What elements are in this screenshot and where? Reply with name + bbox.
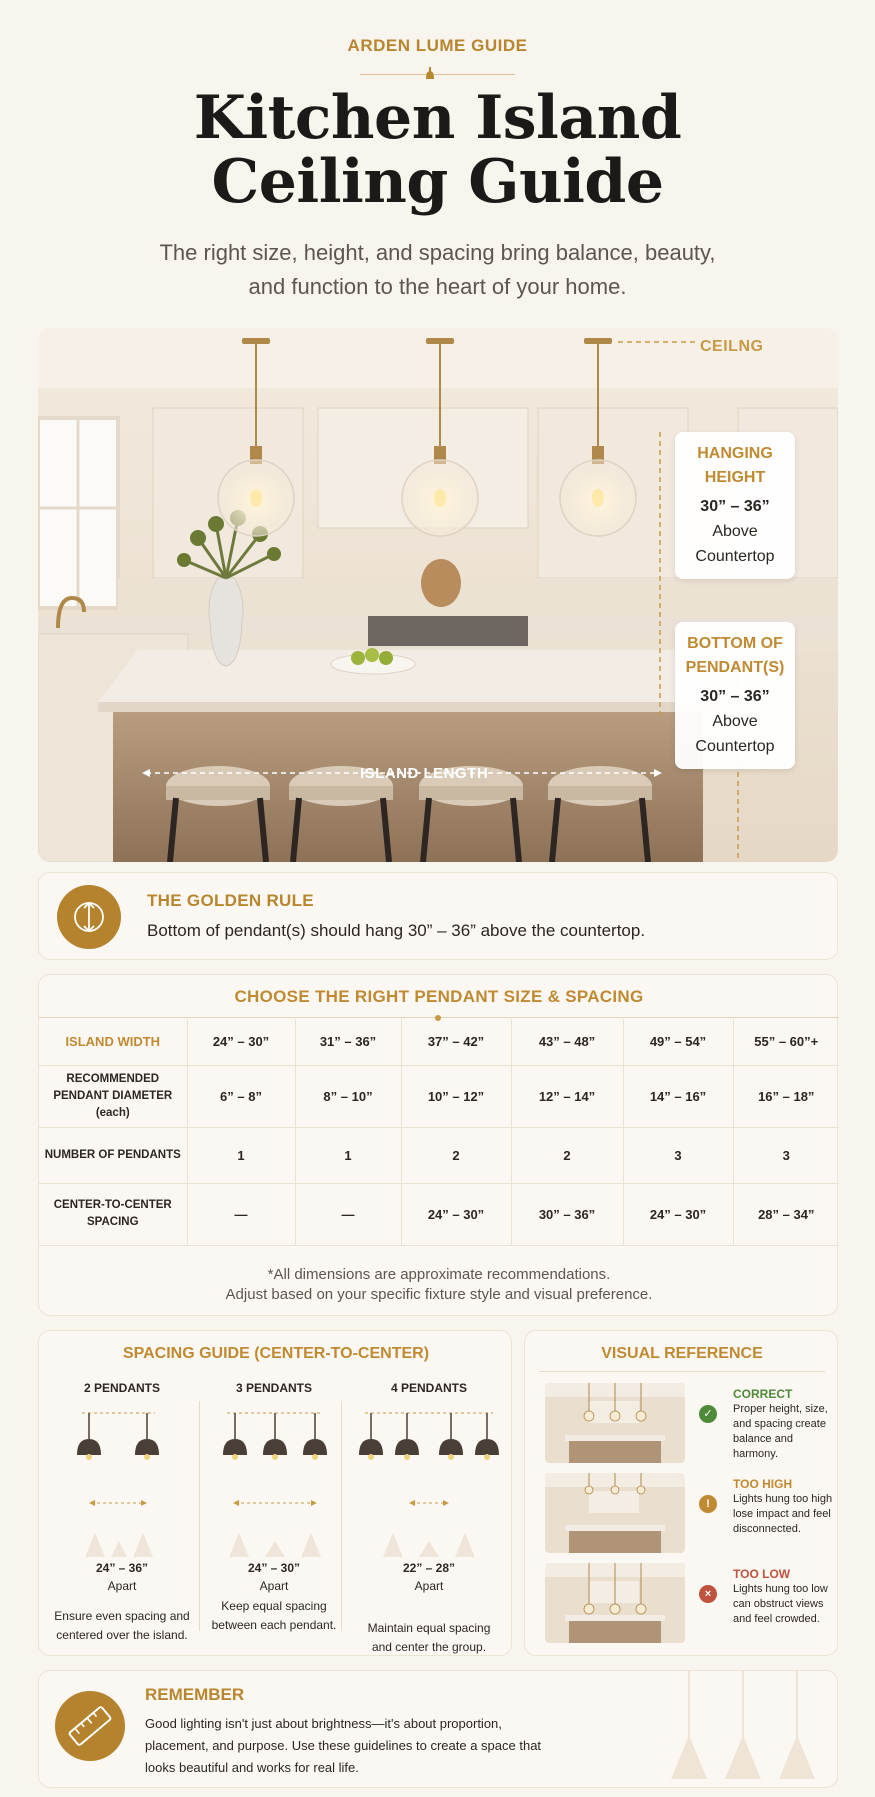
- table-cell: 43” – 48”: [511, 1019, 623, 1065]
- table-cell: —: [187, 1183, 295, 1245]
- reference-label: TOO HIGH: [733, 1477, 793, 1491]
- table-footnote: [39, 1265, 839, 1305]
- reference-label: CORRECT: [733, 1387, 793, 1401]
- table-row: [39, 1127, 839, 1183]
- golden-rule-text: Bottom of pendant(s) should hang 30” – 36” above the countertop.: [147, 921, 646, 940]
- lamp-ornament-icon: [424, 67, 436, 81]
- ceiling-label: CEILNG: [700, 338, 764, 355]
- spacing-description: Ensure even spacing and centered over the island.: [54, 1609, 190, 1642]
- table-note-line-1: *All dimensions are approximate recommendations.: [267, 1266, 611, 1283]
- visual-reference-card: [524, 1330, 838, 1656]
- title-line-2: Ceiling Guide: [211, 147, 664, 217]
- page-subtitle: The right size, height, and spacing bring balance, beauty, and function to the heart of your home.: [159, 240, 716, 299]
- two-pendants-diagram: [47, 1407, 197, 1557]
- spacing-heading: 4 PENDANTS: [390, 1381, 467, 1395]
- four-pendants-diagram: [351, 1407, 507, 1557]
- reference-too-high: [545, 1473, 835, 1553]
- table-cell: 14” – 16”: [623, 1065, 733, 1127]
- close-icon: ×: [699, 1585, 717, 1603]
- table-row: [39, 1065, 839, 1127]
- remember-text: Good lighting isn't just about brightness—it's about proportion, placement, and purpose. Use these guidelines to create a space that looks beautiful and works for real life.: [145, 1716, 542, 1775]
- hanging-desc-1: Above: [712, 523, 758, 540]
- spacing-heading: 2 PENDANTS: [83, 1381, 160, 1395]
- spacing-apart: Apart: [107, 1579, 137, 1593]
- table-cell: 12” – 14”: [511, 1065, 623, 1127]
- table-row: [39, 1183, 839, 1245]
- column-divider: [341, 1401, 342, 1631]
- brand-divider: [360, 74, 515, 75]
- table-row-label: RECOMMENDED PENDANT DIAMETER (each): [39, 1065, 187, 1127]
- reference-thumbnail: [545, 1563, 685, 1643]
- hanging-value: 30” – 36”: [700, 498, 770, 515]
- table-row: [39, 1019, 839, 1065]
- bottom-pendant-callout: [675, 622, 795, 769]
- bottom-value: 30” – 36”: [700, 688, 770, 705]
- reference-thumbnail: [545, 1473, 685, 1553]
- spacing-guide-title: SPACING GUIDE (CENTER-TO-CENTER): [122, 1345, 430, 1362]
- golden-rule-card: [38, 872, 838, 960]
- ruler-icon: [55, 1691, 125, 1761]
- spacing-dimension: 24” – 36”: [95, 1561, 149, 1575]
- visual-reference-divider: [539, 1371, 825, 1372]
- reference-label: TOO LOW: [733, 1567, 791, 1581]
- table-cell: 24” – 30”: [401, 1183, 511, 1245]
- hanging-height-callout: [675, 432, 795, 579]
- height-arrows-icon: [57, 885, 121, 949]
- brand-name: ARDEN LUME GUIDE: [347, 36, 528, 55]
- remember-card: [38, 1670, 838, 1788]
- reference-description: Lights hung too high lose impact and feel disconnected.: [733, 1493, 833, 1535]
- spacing-column-3: [199, 1377, 349, 1647]
- bottom-title-1: BOTTOM OF: [687, 635, 783, 652]
- table-cell: 49” – 54”: [623, 1019, 733, 1065]
- spacing-description: Maintain equal spacing and center the group.: [367, 1621, 491, 1654]
- spacing-dimension: 24” – 30”: [247, 1561, 301, 1575]
- spacing-apart: Apart: [259, 1579, 289, 1593]
- table-cell: 3: [733, 1127, 839, 1183]
- table-row-label: CENTER-TO-CENTER SPACING: [39, 1183, 187, 1245]
- table-cell: 8” – 10”: [295, 1065, 401, 1127]
- table-cell: 24” – 30”: [623, 1183, 733, 1245]
- table-cell: 3: [623, 1127, 733, 1183]
- decorative-pendants-icon: [659, 1671, 829, 1787]
- bottom-desc-1: Above: [712, 713, 758, 730]
- table-cell: 24” – 30”: [187, 1019, 295, 1065]
- title-line-1: Kitchen Island: [193, 83, 682, 153]
- island-length-label: ISLAND LENGTH: [360, 765, 489, 782]
- table-cell: 1: [187, 1127, 295, 1183]
- table-note-line-2: Adjust based on your specific fixture style and visual preference.: [225, 1286, 653, 1303]
- hanging-title-2: HEIGHT: [704, 469, 766, 486]
- table-row-label: ISLAND WIDTH: [39, 1019, 187, 1065]
- table-cell: 37” – 42”: [401, 1019, 511, 1065]
- table-cell: 28” – 34”: [733, 1183, 839, 1245]
- table-row-label: NUMBER OF PENDANTS: [39, 1127, 187, 1183]
- bottom-title-2: PENDANT(S): [685, 659, 785, 676]
- spacing-dimension: 22” – 28”: [402, 1561, 456, 1575]
- table-cell: —: [295, 1183, 401, 1245]
- spacing-guide-card: [38, 1330, 512, 1656]
- reference-thumbnail: [545, 1383, 685, 1463]
- table-cell: 16” – 18”: [733, 1065, 839, 1127]
- warning-icon: !: [699, 1495, 717, 1513]
- golden-rule-title: THE GOLDEN RULE: [147, 891, 314, 910]
- pendant-size-table: [39, 1019, 839, 1246]
- three-pendants-diagram: [199, 1407, 349, 1557]
- reference-description: Lights hung too low can obstruct views and feel crowded.: [733, 1583, 828, 1625]
- table-cell: 10” – 12”: [401, 1065, 511, 1127]
- visual-reference-title: VISUAL REFERENCE: [601, 1345, 763, 1362]
- reference-description: Proper height, size, and spacing create balance and harmony.: [733, 1403, 828, 1460]
- reference-correct: [545, 1383, 835, 1463]
- table-cell: 31” – 36”: [295, 1019, 401, 1065]
- table-cell: 55” – 60”+: [733, 1019, 839, 1065]
- pendant-size-table-card: [38, 974, 838, 1316]
- spacing-column-2: [47, 1377, 197, 1647]
- check-icon: ✓: [699, 1405, 717, 1423]
- spacing-description: Keep equal spacing between each pendant.: [211, 1599, 337, 1632]
- table-cell: 2: [401, 1127, 511, 1183]
- remember-title: REMEMBER: [145, 1685, 245, 1704]
- reference-too-low: [545, 1563, 835, 1643]
- spacing-apart: Apart: [414, 1579, 444, 1593]
- hanging-desc-2: Countertop: [695, 548, 775, 565]
- spacing-column-4: [351, 1377, 507, 1654]
- table-title: CHOOSE THE RIGHT PENDANT SIZE & SPACING: [234, 987, 644, 1006]
- bottom-desc-2: Countertop: [695, 738, 775, 755]
- table-cell: 6” – 8”: [187, 1065, 295, 1127]
- page-title: [0, 83, 875, 217]
- table-cell: 1: [295, 1127, 401, 1183]
- spacing-heading: 3 PENDANTS: [235, 1381, 312, 1395]
- table-cell: 30” – 36”: [511, 1183, 623, 1245]
- table-cell: 2: [511, 1127, 623, 1183]
- hanging-title-1: HANGING: [697, 445, 773, 462]
